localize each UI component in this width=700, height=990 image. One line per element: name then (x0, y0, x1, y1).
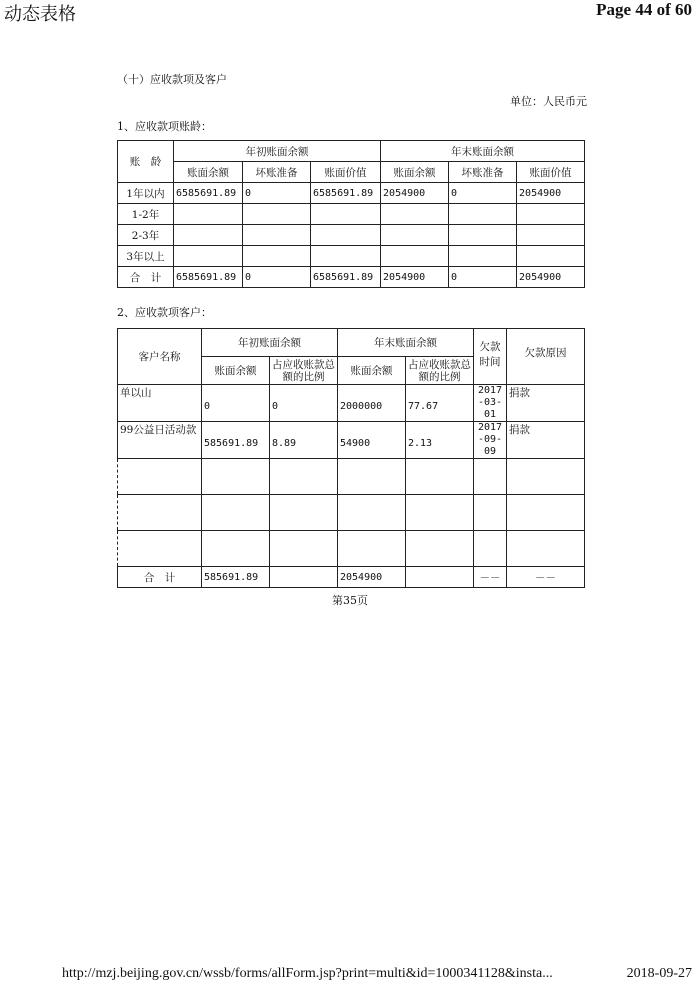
col-header: 坏账准备 (449, 162, 517, 183)
customers-table (117, 328, 585, 588)
table-cell: 585691.89 (202, 422, 270, 459)
col-header: 坏账准备 (243, 162, 311, 183)
footer-date: 2018-09-27 (626, 966, 692, 981)
col-customer-name: 客户名称 (118, 329, 202, 385)
customer-name: 单以山 (118, 385, 202, 422)
table-cell: 2.13 (406, 422, 474, 459)
table-cell: 2054900 (517, 183, 585, 204)
reason-cell: 捐款 (507, 422, 585, 459)
table-row (118, 495, 585, 531)
aging-title: 1、应收款项账龄： (117, 120, 212, 133)
aging-table (117, 140, 585, 288)
customers-group-begin: 年初账面余额 (202, 329, 338, 357)
table-cell: 0 (243, 267, 311, 288)
table-cell: 0 (449, 267, 517, 288)
row-label: 1-2年 (118, 204, 174, 225)
col-header: 账面余额 (202, 357, 270, 385)
total-row (118, 267, 585, 288)
col-header: 账面价值 (311, 162, 381, 183)
table-cell: 6585691.89 (311, 183, 381, 204)
table-cell: 585691.89 (202, 567, 270, 588)
table-cell: －－ (474, 567, 507, 588)
table-cell: 2054900 (381, 183, 449, 204)
table-row (118, 246, 585, 267)
col-header: 占应收账款总额的比例 (406, 357, 474, 385)
row-label: 2-3年 (118, 225, 174, 246)
col-header: 账面余额 (381, 162, 449, 183)
row-label: 合 计 (118, 267, 174, 288)
aging-row-header: 账 龄 (118, 141, 174, 183)
aging-header-row-2 (118, 162, 585, 183)
due-date: 2017-03-01 (474, 385, 507, 422)
total-row (118, 567, 585, 588)
table-cell: 0 (202, 385, 270, 422)
aging-header-row-1 (118, 141, 585, 162)
customers-title: 2、应收款项客户： (117, 306, 212, 319)
col-reason: 欠款原因 (507, 329, 585, 385)
due-date: 2017-09-09 (474, 422, 507, 459)
row-label: 3年以上 (118, 246, 174, 267)
table-cell: 6585691.89 (311, 267, 381, 288)
table-row (118, 459, 585, 495)
table-cell: 77.67 (406, 385, 474, 422)
currency-unit: 单位：人民币元 (510, 95, 587, 108)
table-cell: 0 (449, 183, 517, 204)
table-cell: 0 (243, 183, 311, 204)
row-label: 1年以内 (118, 183, 174, 204)
table-cell: 2054900 (381, 267, 449, 288)
aging-group-begin: 年初账面余额 (174, 141, 381, 162)
table-row (118, 225, 585, 246)
col-header: 账面余额 (174, 162, 243, 183)
customer-name: 99公益日活动款 (118, 422, 202, 459)
table-cell: 6585691.89 (174, 267, 243, 288)
col-due-time: 欠款时间 (474, 329, 507, 385)
aging-group-end: 年末账面余额 (381, 141, 585, 162)
table-row (118, 183, 585, 204)
header-title: 动态表格 (4, 4, 76, 25)
table-cell: －－ (507, 567, 585, 588)
table-row (118, 385, 585, 422)
customers-group-end: 年末账面余额 (338, 329, 474, 357)
total-label: 合 计 (118, 567, 202, 588)
table-row (118, 204, 585, 225)
table-cell: 6585691.89 (174, 183, 243, 204)
table-row (118, 422, 585, 459)
table-cell: 0 (270, 385, 338, 422)
section-title: （十）应收款项及客户 (117, 73, 227, 86)
col-header: 账面价值 (517, 162, 585, 183)
col-header: 占应收账款总额的比例 (270, 357, 338, 385)
reason-cell: 捐款 (507, 385, 585, 422)
col-header: 账面余额 (338, 357, 406, 385)
customers-header-row-1 (118, 329, 585, 357)
table-cell: 54900 (338, 422, 406, 459)
table-cell: 2000000 (338, 385, 406, 422)
page-number: 第35页 (332, 594, 368, 607)
footer-url: http://mzj.beijing.gov.cn/wssb/forms/allForm.jsp?print=multi&id=1000341128&insta... (62, 966, 553, 981)
table-cell: 2054900 (338, 567, 406, 588)
table-row (118, 531, 585, 567)
table-cell: 8.89 (270, 422, 338, 459)
page-indicator: Page 44 of 60 (596, 0, 692, 19)
table-cell: 2054900 (517, 267, 585, 288)
